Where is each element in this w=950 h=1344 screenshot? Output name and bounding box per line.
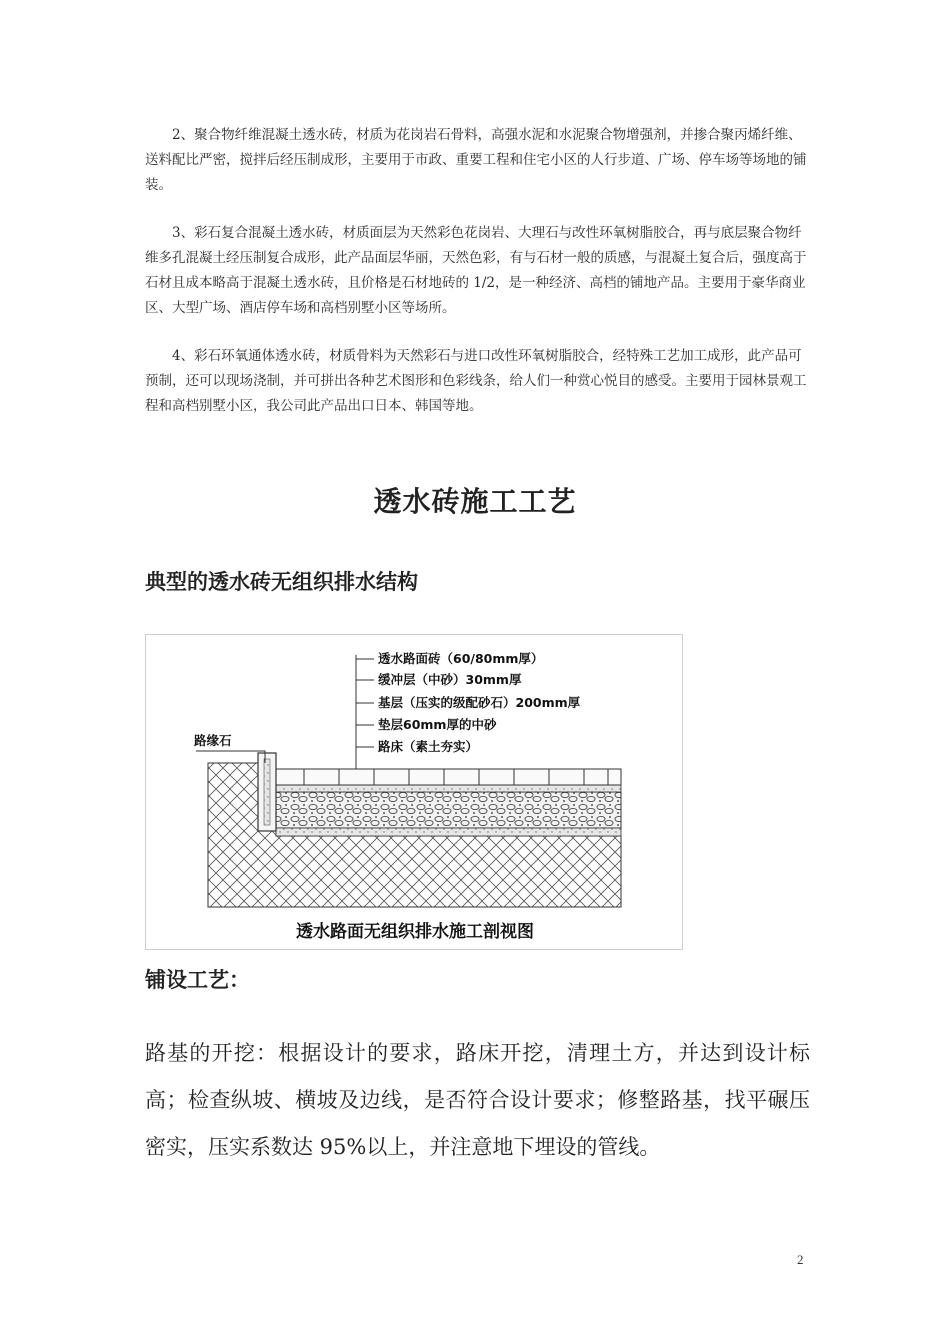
body-paragraph: 路基的开挖：根据设计的要求，路床开挖，清理土方，并达到设计标高；检查纵坡、横坡及边线，是否符合设计要求；修整路基，找平碾压密实，压实系数达 95%以上，并注意地下埋设的管线。 [145, 1041, 810, 1159]
paragraph-item-4: 4、彩石环氧通体透水砖，材质骨料为天然彩石与进口改性环氧树脂胶合，经特殊工艺加工成形，此产品可预制，还可以现场浇制，并可拼出各种艺术图形和色彩线条，给人们一种赏心悦目的感受。主要用于园林景观工程和高档别墅小区，我公司此产品出口日本、韩国等地。 [145, 348, 807, 414]
section-title: 透水砖施工工艺 [373, 485, 577, 518]
paving-brick-layer [276, 769, 621, 785]
paragraph-item-2: 2、聚合物纤维混凝土透水砖，材质为花岗岩石骨料，高强水泥和水泥聚合物增强剂，并掺合聚丙烯纤维、送料配比严密，搅拌后经压制成形，主要用于市政、重要工程和住宅小区的人行步道、广场、停车场等场地的铺装。 [145, 127, 807, 193]
page-number: 2 [797, 1252, 804, 1267]
section-subtitle: 典型的透水砖无组织排水结构 [145, 569, 418, 594]
figure-label-3: 基层（压实的级配砂石）200mm厚 [378, 695, 581, 710]
figure-label-5: 路床（素土夯实） [378, 739, 479, 754]
cross-section-diagram [146, 635, 684, 951]
base-gravel-layer [276, 792, 621, 828]
leader-lines [196, 655, 374, 769]
figure-label-2: 缓冲层（中砂）30mm厚 [378, 672, 522, 687]
paragraph-item-3: 3、彩石复合混凝土透水砖，材质面层为天然彩色花岗岩、大理石与改性环氧树脂胶合，再与底层聚合物纤维多孔混凝土经压制复合成形，此产品面层华丽，天然色彩，有与石材一般的质感，与混凝土复合后，强度高于石材且成本略高于混凝土透水砖，且价格是石材地砖的 1/2，是一种经济、高档的铺地产品。主要用于豪华商业区、大型广场、酒店停车场和高档别墅小区等场所。 [145, 225, 807, 316]
process-heading: 铺设工艺： [145, 967, 250, 992]
figure-caption: 透水路面无组织排水施工剖视图 [296, 922, 534, 942]
curb-stone [258, 753, 276, 831]
curb-label: 路缘石 [194, 733, 232, 748]
cross-section-figure [145, 634, 683, 950]
figure-label-1: 透水路面砖（60/80mm厚） [378, 651, 544, 666]
figure-label-4: 垫层60mm厚的中砂 [378, 717, 497, 732]
